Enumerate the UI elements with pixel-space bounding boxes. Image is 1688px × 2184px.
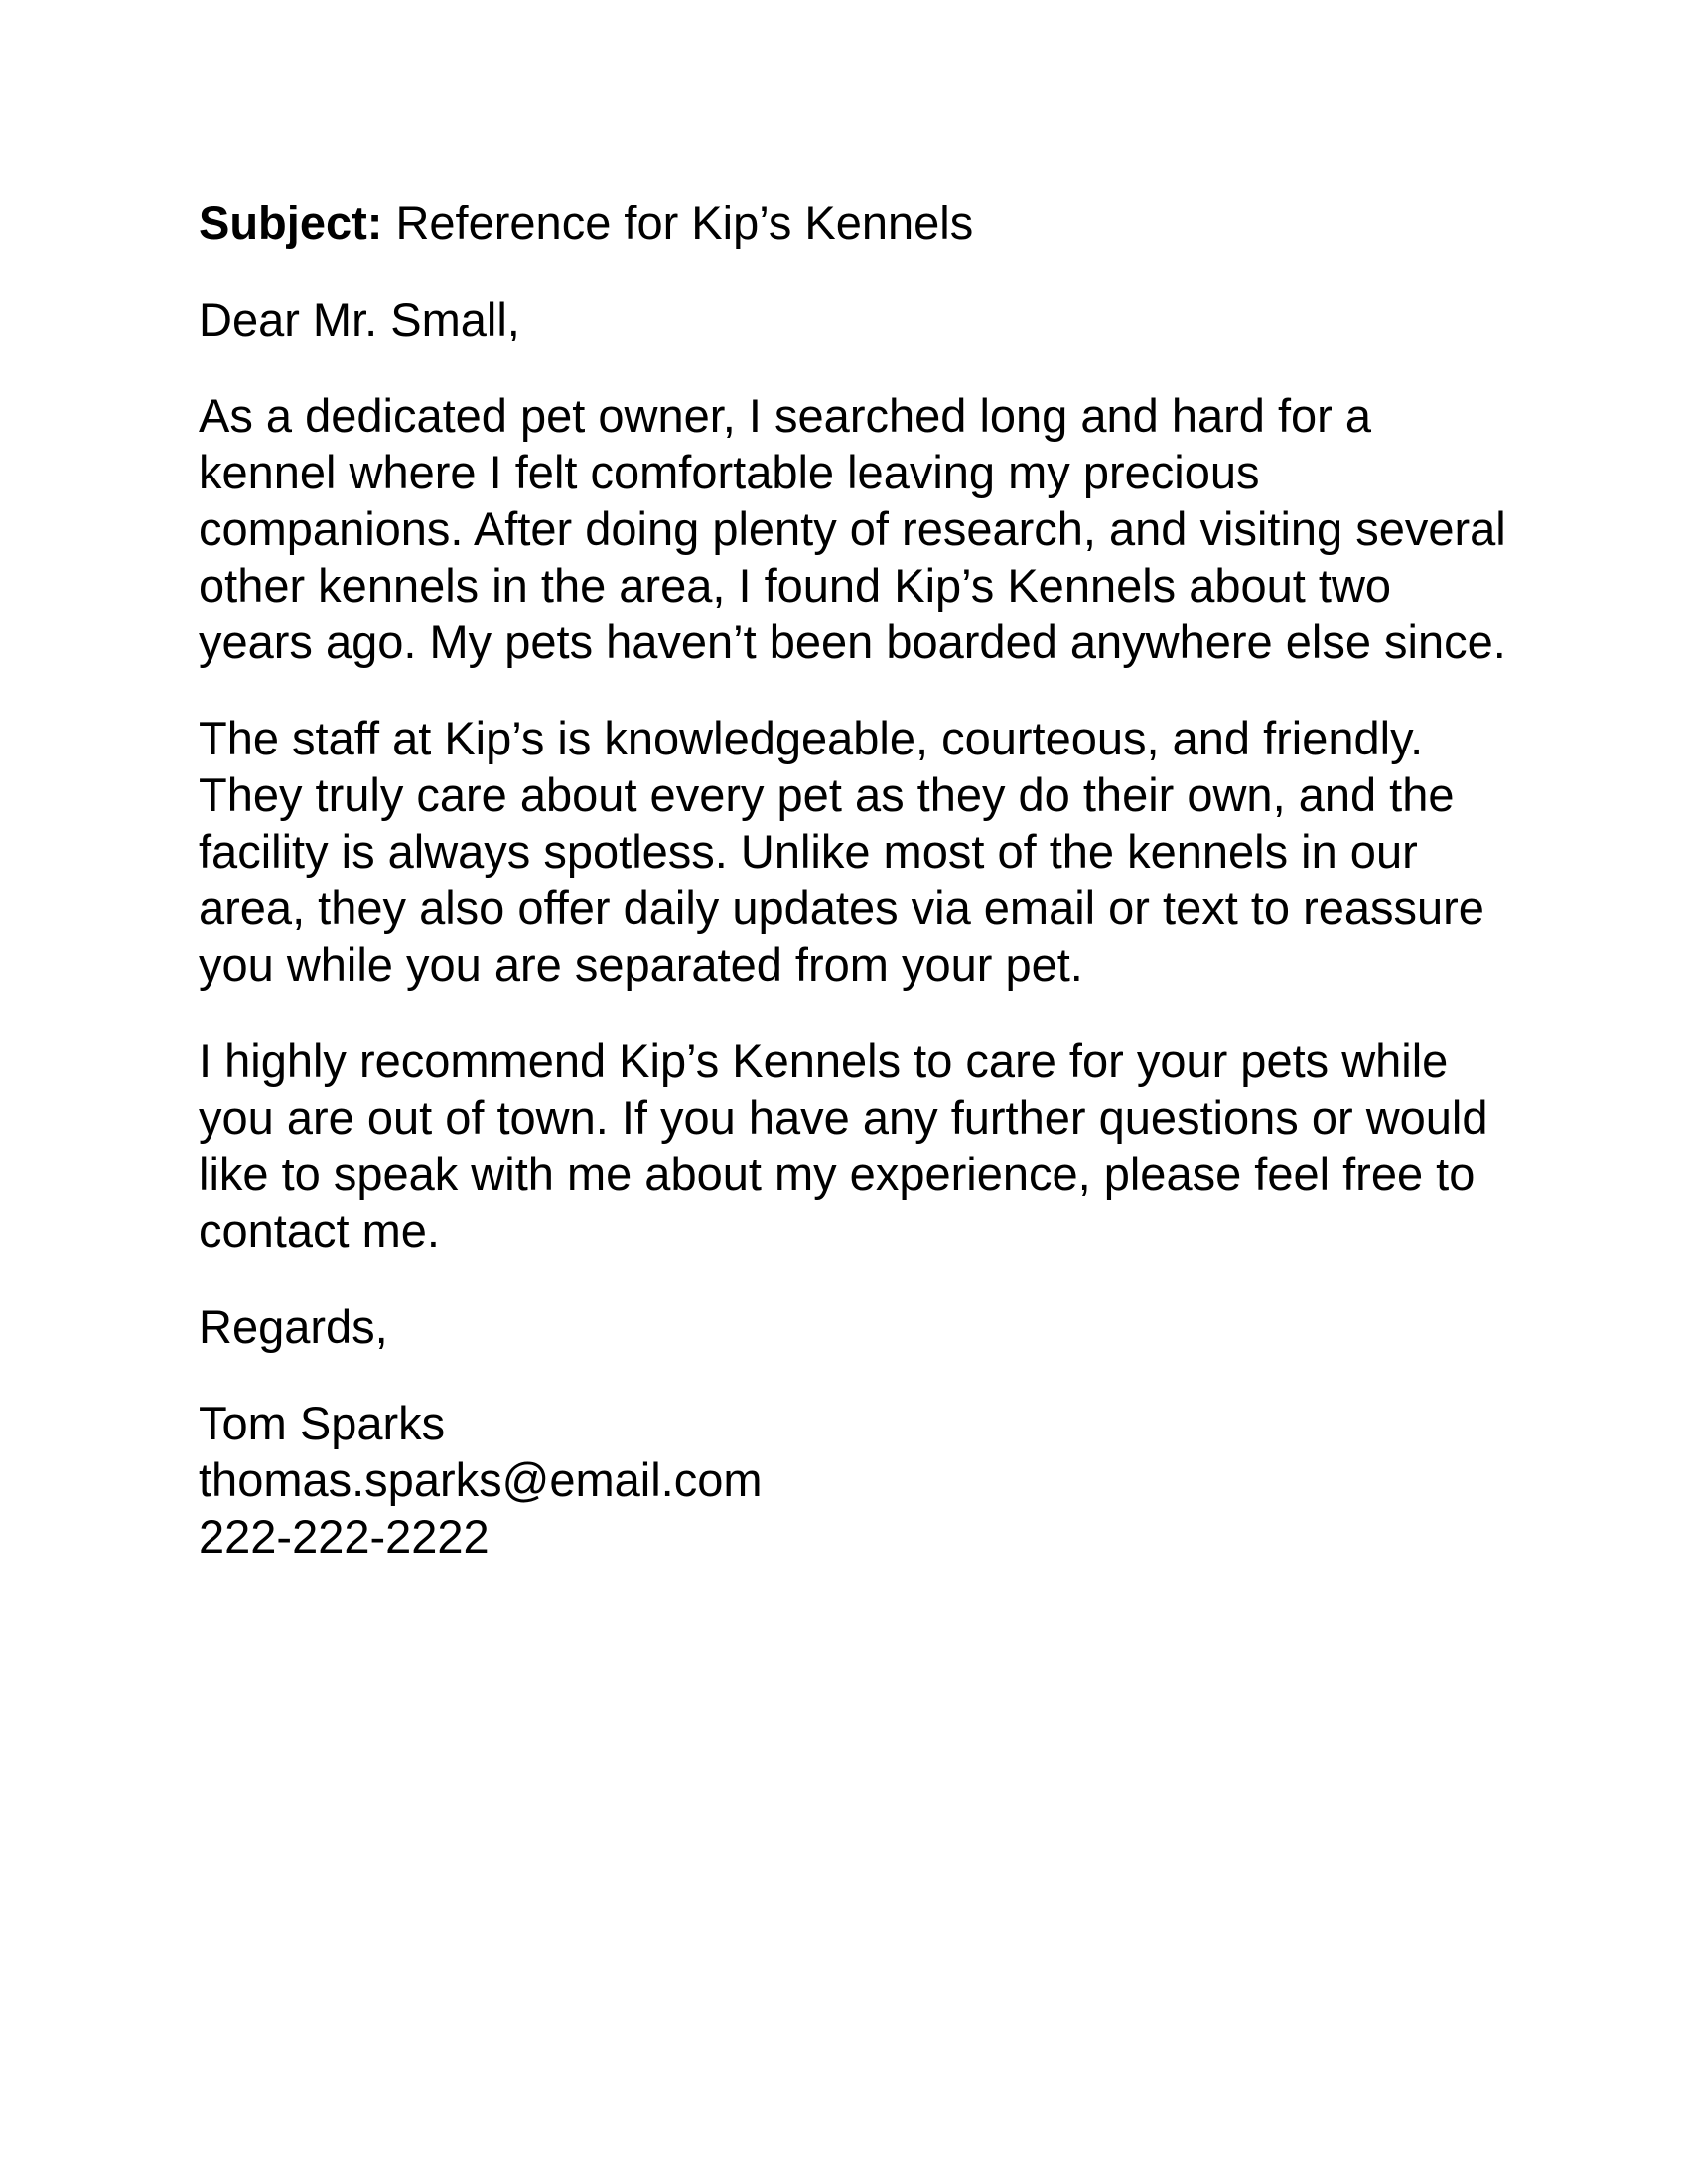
signature-phone: 222-222-2222 [199, 1510, 490, 1563]
subject-line [199, 195, 1509, 251]
subject-text: Reference for Kip’s Kennels [382, 197, 974, 249]
paragraph-staff: The staff at Kip’s is knowledgeable, courteous, and friendly. They truly care about every pet as they do their own, and the facility is always spotless. Unlike most of the kennels in our area, they also offer daily updates via email or text to reassure you while you are separated from your pet. [199, 712, 1484, 991]
salutation: Dear Mr. Small, [199, 293, 520, 345]
signature-block [199, 1395, 1509, 1565]
letter-body [199, 195, 1509, 1565]
subject-label: Subject: [199, 197, 383, 249]
signature-email: thomas.sparks@email.com [199, 1453, 763, 1506]
closing: Regards, [199, 1300, 388, 1353]
paragraph-intro: As a dedicated pet owner, I searched long and hard for a kennel where I felt comfortable leaving my precious companions. After doing plenty of research, and visiting several other kennels in the area, I found Kip’s Kennels about two years ago. My pets haven’t been boarded anywhere else since. [199, 389, 1506, 668]
signature-name: Tom Sparks [199, 1397, 446, 1449]
paragraph-recommendation: I highly recommend Kip’s Kennels to care for your pets while you are out of town. If you have any further questions or would like to speak with me about my experience, please feel free to contact me. [199, 1034, 1488, 1257]
